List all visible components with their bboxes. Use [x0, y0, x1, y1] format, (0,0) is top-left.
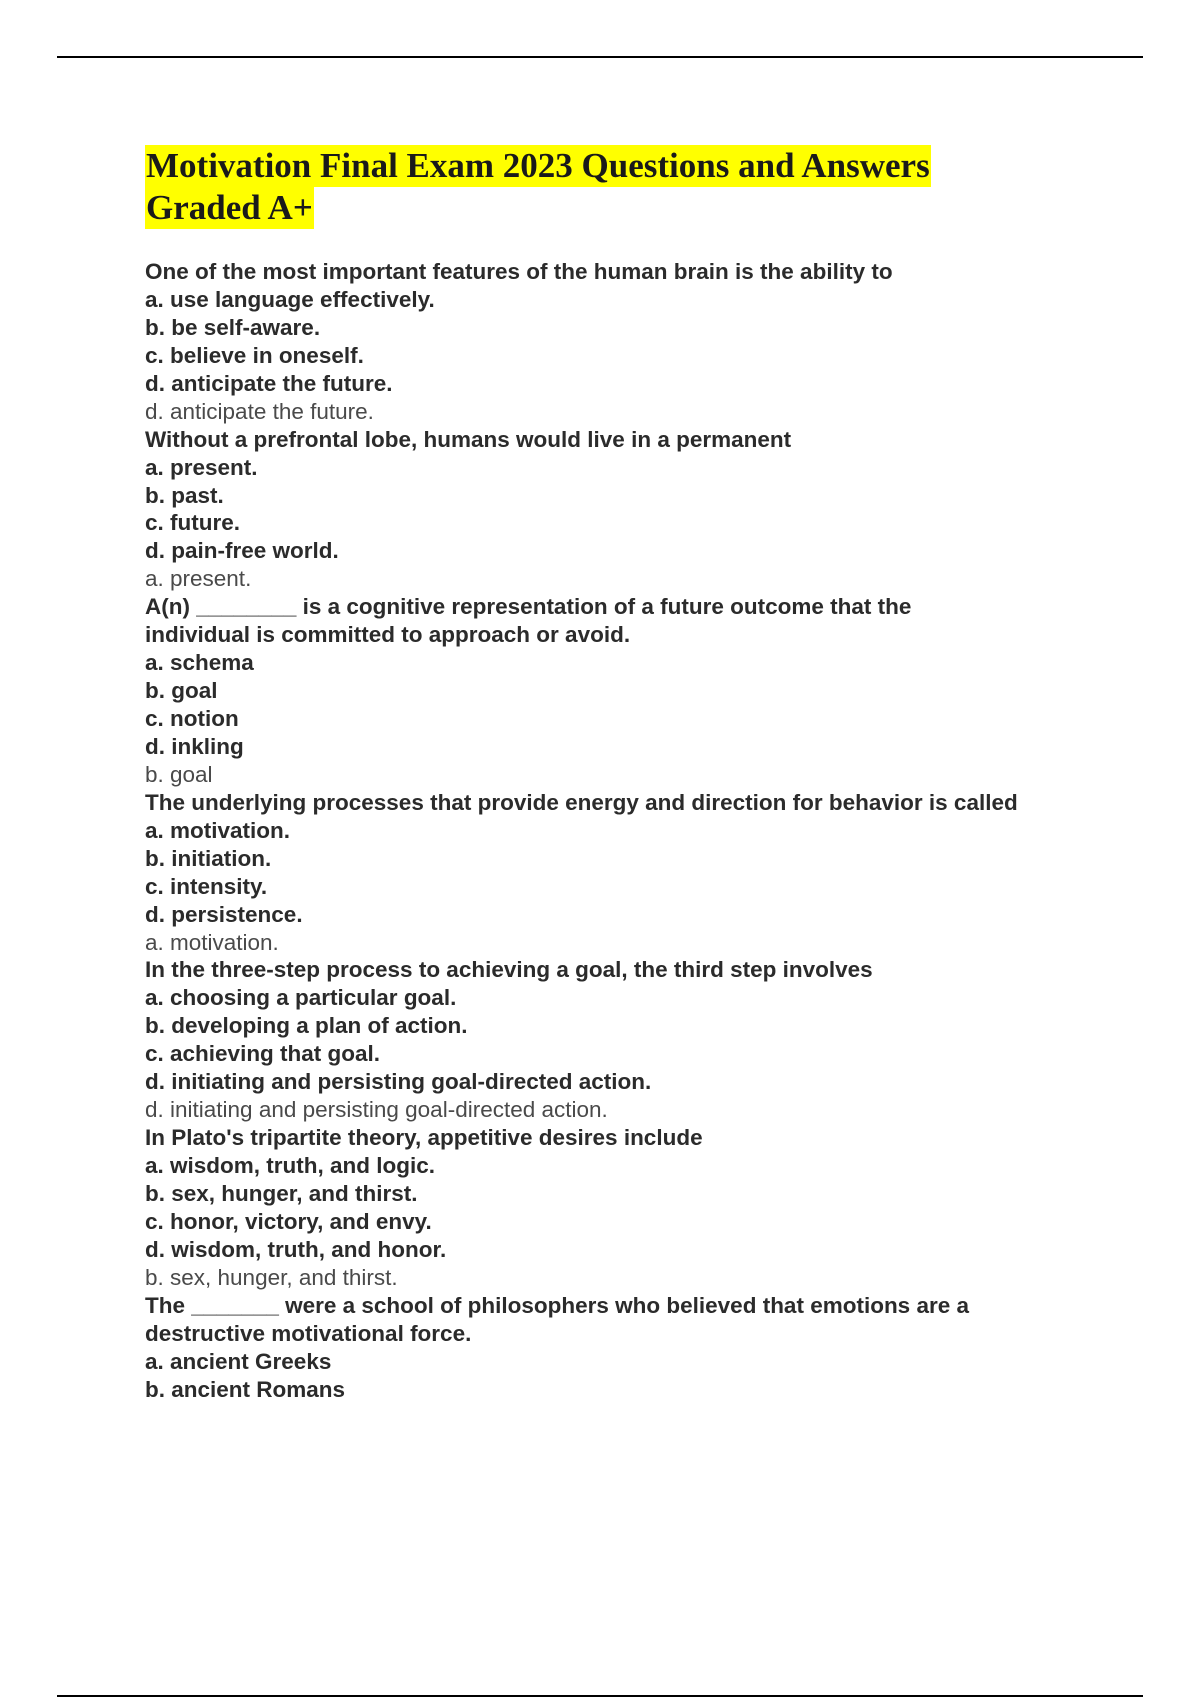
answer-option: b. be self-aware.	[145, 314, 321, 340]
correct-answer: b. goal	[145, 761, 213, 787]
answer-option: d. pain-free world.	[145, 538, 339, 564]
question-text: The underlying processes that provide energy and direction for behavior is called	[145, 789, 1018, 815]
correct-answer: a. motivation.	[145, 929, 279, 955]
answer-option: a. motivation.	[145, 817, 291, 843]
correct-answer: b. sex, hunger, and thirst.	[145, 1264, 398, 1290]
answer-option: a. schema	[145, 650, 254, 676]
page-title	[145, 145, 1045, 229]
answer-option: b. past.	[145, 482, 224, 508]
title-line-1: Motivation Final Exam 2023 Questions and Answers	[146, 146, 930, 185]
answer-option: d. persistence.	[145, 901, 303, 927]
correct-answer: d. initiating and persisting goal-directed action.	[145, 1097, 608, 1123]
answer-option: b. sex, hunger, and thirst.	[145, 1180, 418, 1206]
answer-option: a. wisdom, truth, and logic.	[145, 1153, 436, 1178]
question-text: In the three-step process to achieving a goal, the third step involves	[145, 957, 873, 983]
answer-option: a. choosing a particular goal.	[145, 985, 457, 1011]
answer-option: c. intensity.	[145, 873, 268, 899]
answer-option: a. present.	[145, 454, 258, 480]
answer-option: d. inkling	[145, 733, 244, 759]
question-list	[145, 258, 1105, 1403]
answer-option: d. wisdom, truth, and honor.	[145, 1236, 447, 1262]
bottom-rule	[57, 1695, 1143, 1697]
answer-option: c. achieving that goal.	[145, 1041, 381, 1067]
question-text: destructive motivational force.	[145, 1320, 472, 1346]
question-text: Without a prefrontal lobe, humans would live in a permanent	[145, 426, 792, 452]
answer-option: c. notion	[145, 706, 239, 731]
answer-option: b. ancient Romans	[145, 1376, 346, 1402]
answer-option: b. initiation.	[145, 845, 272, 871]
answer-option: c. believe in oneself.	[145, 342, 364, 368]
answer-option: c. honor, victory, and envy.	[145, 1208, 432, 1234]
top-rule	[57, 56, 1143, 58]
answer-option: a. use language effectively.	[145, 286, 435, 312]
correct-answer: d. anticipate the future.	[145, 398, 374, 424]
question-text: The _______ were a school of philosophers who believed that emotions are a	[145, 1292, 969, 1318]
answer-option: b. developing a plan of action.	[145, 1013, 468, 1039]
correct-answer: a. present.	[145, 566, 252, 592]
answer-option: c. future.	[145, 510, 241, 536]
answer-option: d. initiating and persisting goal-directed action.	[145, 1069, 652, 1095]
title-line-2: Graded A+	[146, 188, 313, 227]
question-text: One of the most important features of the human brain is the ability to	[145, 259, 893, 284]
question-text: individual is committed to approach or avoid.	[145, 622, 631, 648]
answer-option: a. ancient Greeks	[145, 1348, 332, 1374]
answer-option: b. goal	[145, 678, 218, 704]
question-text: In Plato's tripartite theory, appetitive desires include	[145, 1125, 703, 1151]
answer-option: d. anticipate the future.	[145, 370, 393, 396]
question-text: A(n) ________ is a cognitive representation of a future outcome that the	[145, 594, 912, 620]
